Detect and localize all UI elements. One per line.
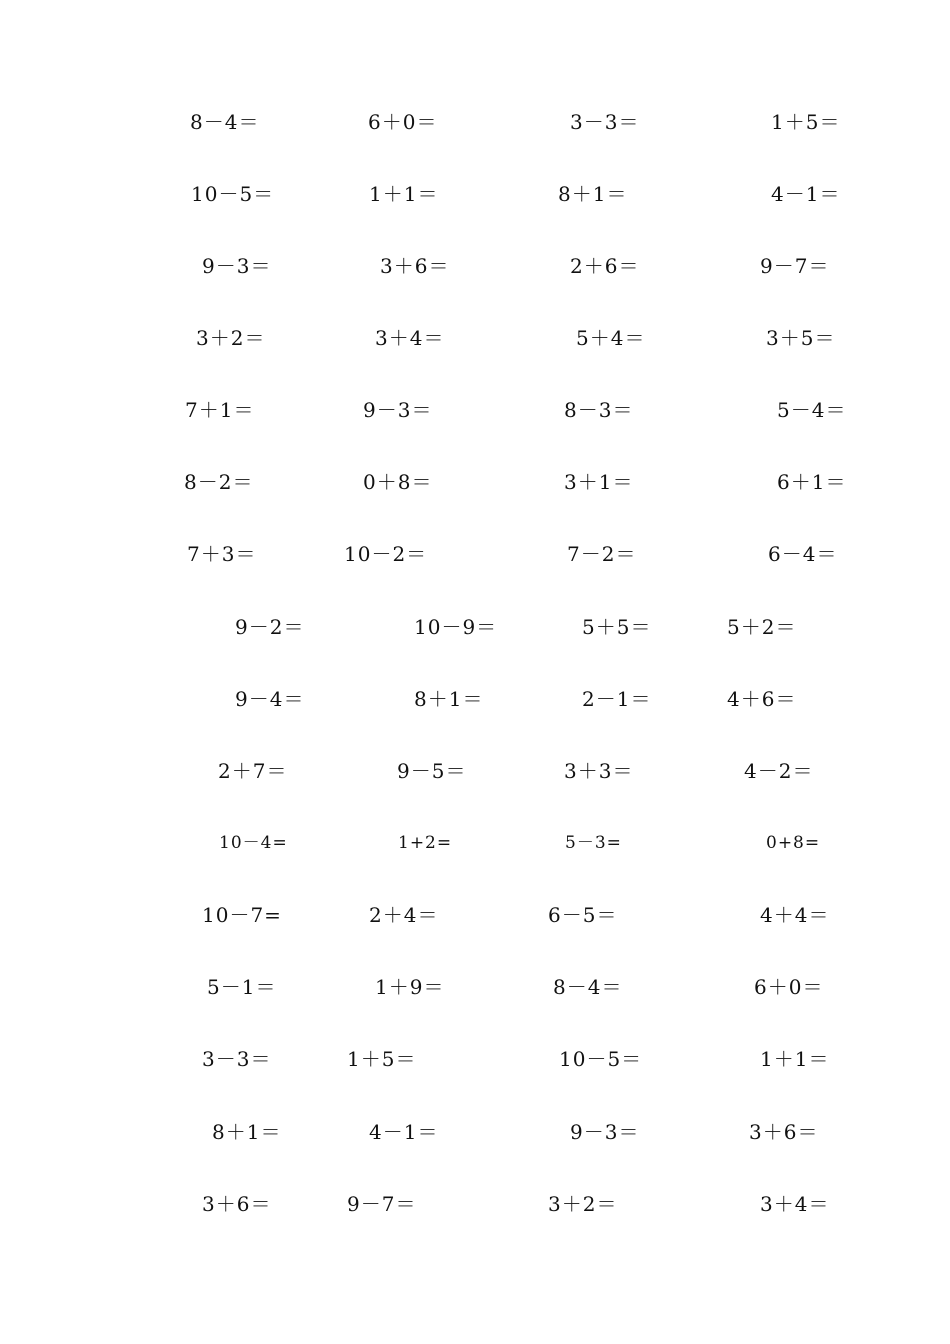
math-problem: 9－7＝ — [347, 1192, 417, 1216]
math-problem: 8＋1＝ — [212, 1120, 282, 1144]
math-problem: 1＋1＝ — [369, 182, 439, 206]
math-problem: 4＋6＝ — [727, 687, 797, 711]
math-problem: 5－3= — [565, 833, 622, 853]
math-problem: 9－3＝ — [570, 1120, 640, 1144]
math-problem: 3＋2＝ — [196, 326, 266, 350]
math-problem: 10－5＝ — [191, 182, 275, 206]
math-problem: 1＋5＝ — [347, 1047, 417, 1071]
math-problem: 6＋0＝ — [754, 975, 824, 999]
math-problem: 1+2= — [398, 833, 453, 853]
math-problem: 10－7= — [202, 903, 282, 927]
math-problem: 8＋1＝ — [558, 182, 628, 206]
math-problem: 5＋4＝ — [576, 326, 646, 350]
math-problem: 9－5＝ — [397, 759, 467, 783]
math-problem: 8－3＝ — [564, 398, 634, 422]
math-problem: 6－4＝ — [768, 542, 838, 566]
math-problem: 2＋4＝ — [369, 903, 439, 927]
math-problem: 9－4＝ — [235, 687, 305, 711]
math-problem: 7－2＝ — [567, 542, 637, 566]
math-problem: 7＋3＝ — [187, 542, 257, 566]
math-problem: 3－3＝ — [570, 110, 640, 134]
math-problem: 10－9＝ — [414, 615, 498, 639]
math-problem: 9－3＝ — [363, 398, 433, 422]
math-problem: 10－4= — [219, 833, 288, 853]
math-problem: 1＋1＝ — [760, 1047, 830, 1071]
math-problem: 6＋1＝ — [777, 470, 847, 494]
math-problem: 2＋7＝ — [218, 759, 288, 783]
math-problem: 8－4＝ — [553, 975, 623, 999]
math-problem: 1＋5＝ — [771, 110, 841, 134]
math-problem: 5＋5＝ — [582, 615, 652, 639]
math-problem: 3＋4＝ — [375, 326, 445, 350]
math-problem: 4－1＝ — [771, 182, 841, 206]
math-problem: 4－1＝ — [369, 1120, 439, 1144]
math-problem: 8＋1＝ — [414, 687, 484, 711]
math-problem: 8－4＝ — [190, 110, 260, 134]
math-problem: 8－2＝ — [184, 470, 254, 494]
math-problem: 0＋8＝ — [363, 470, 433, 494]
math-problem: 2＋6＝ — [570, 254, 640, 278]
math-problem: 6－5＝ — [548, 903, 618, 927]
math-problem: 3＋4＝ — [760, 1192, 830, 1216]
math-problem: 9－2＝ — [235, 615, 305, 639]
math-problem: 4－2＝ — [744, 759, 814, 783]
math-problem: 3－3＝ — [202, 1047, 272, 1071]
math-problem: 3＋6＝ — [202, 1192, 272, 1216]
math-problem: 4＋4＝ — [760, 903, 830, 927]
math-problem: 9－7＝ — [760, 254, 830, 278]
math-problem: 3＋6＝ — [380, 254, 450, 278]
math-problem: 7＋1＝ — [185, 398, 255, 422]
math-problem: 6＋0＝ — [368, 110, 438, 134]
math-problem: 3＋3＝ — [564, 759, 634, 783]
math-problem: 3＋6＝ — [749, 1120, 819, 1144]
math-problem: 0+8= — [766, 833, 821, 853]
math-problem: 9－3＝ — [202, 254, 272, 278]
math-problem: 1＋9＝ — [375, 975, 445, 999]
math-problem: 5＋2＝ — [727, 615, 797, 639]
math-problem: 5－4＝ — [777, 398, 847, 422]
math-problem: 3＋5＝ — [766, 326, 836, 350]
math-problem: 3＋1＝ — [564, 470, 634, 494]
math-problem: 10－2＝ — [344, 542, 428, 566]
math-problem: 3＋2＝ — [548, 1192, 618, 1216]
math-problem: 10－5＝ — [559, 1047, 643, 1071]
math-problem: 5－1＝ — [207, 975, 277, 999]
math-problem: 2－1＝ — [582, 687, 652, 711]
